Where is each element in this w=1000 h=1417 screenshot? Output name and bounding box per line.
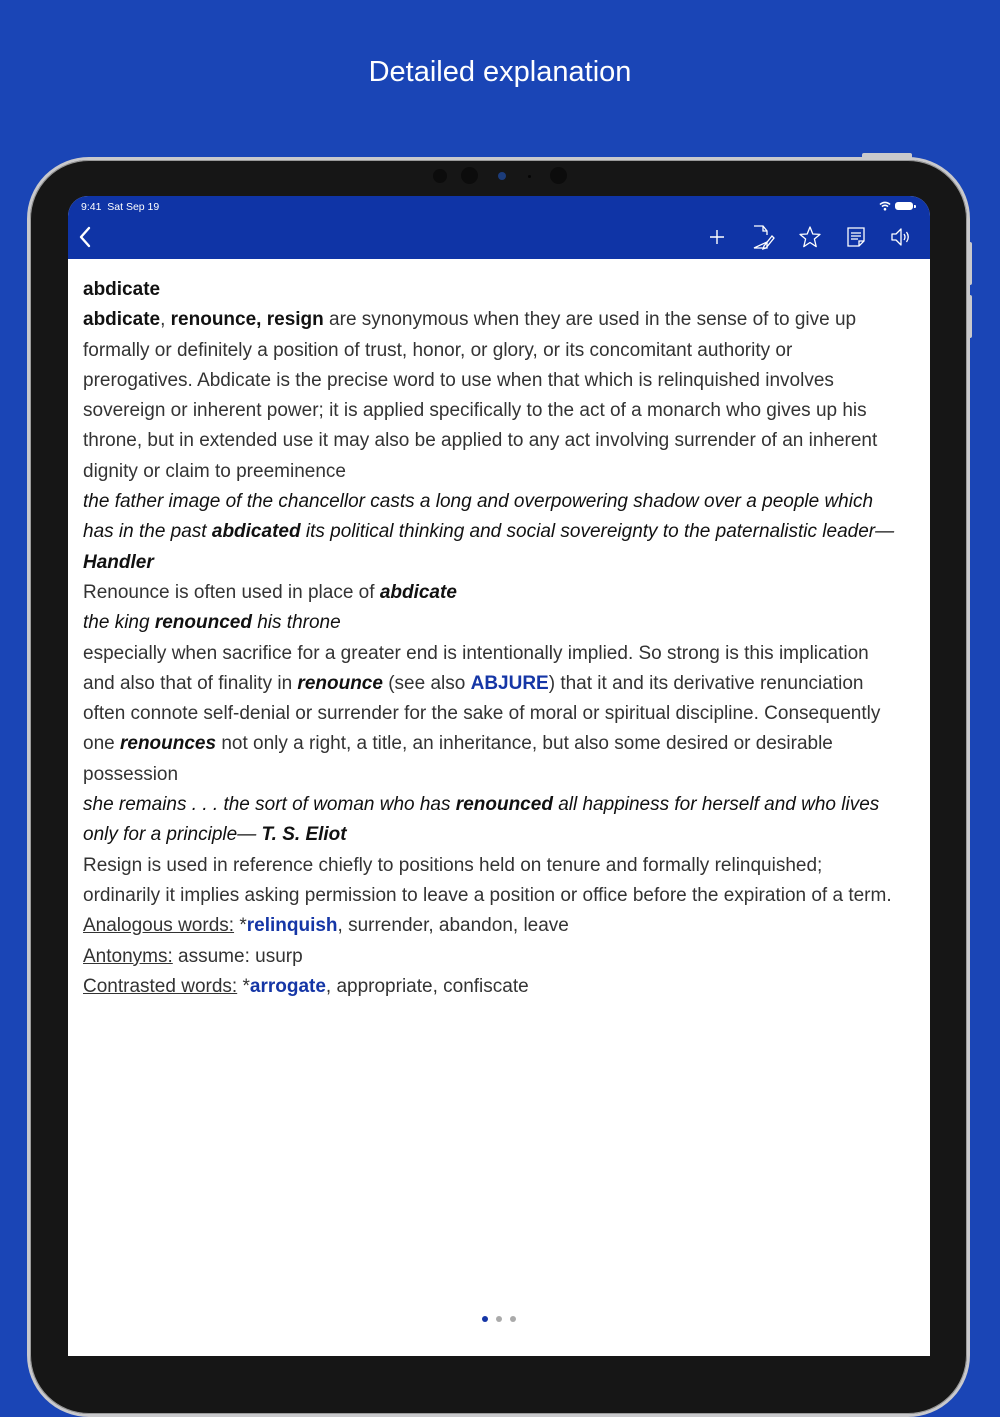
entry-text: , appropriate, confiscate (325, 975, 529, 997)
entry-line (83, 487, 923, 517)
page-indicator[interactable] (68, 1316, 930, 1322)
entry-headword: abdicate (83, 279, 161, 300)
page-dot[interactable] (496, 1316, 502, 1322)
entry-line (83, 699, 923, 729)
entry-text: his throne (251, 612, 341, 634)
app-screen (68, 196, 930, 1356)
section-label: Contrasted words: (83, 975, 238, 997)
entry-text: ordinarily it implies asking permission to leave a position or office before the expiration of a term. (83, 884, 892, 906)
section-label: Antonyms: (83, 945, 173, 967)
entry-line (83, 911, 923, 941)
star-icon (798, 225, 822, 249)
entry-text: renounces (119, 733, 217, 755)
camera-lens (498, 172, 506, 180)
favorite-button[interactable] (797, 224, 823, 250)
entry-text: renounced (154, 612, 252, 634)
entry-text: abdicate (379, 581, 457, 603)
entry-text: formally or definitely a position of trust, honor, or glory, or its concomitant authority or (83, 339, 793, 361)
entry-text: Handler (83, 551, 154, 573)
speaker-icon (890, 226, 912, 248)
entry-text: not only a right, a title, an inheritance, but also some desired or desirable (216, 733, 833, 755)
entry-text: renounce (297, 672, 383, 694)
entry-text: has in the past (83, 521, 212, 543)
entry-text: its political thinking and social sovereignty to the paternalistic leader— (300, 521, 895, 543)
entry-text: are synonymous when they are used in the sense of to give up (323, 309, 857, 331)
status-bar-time (81, 201, 159, 213)
page-dot[interactable] (510, 1316, 516, 1322)
entry-line (83, 729, 923, 759)
chevron-left-icon (78, 226, 92, 248)
entry-text: sovereign or inherent power; it is applied specifically to the act of a monarch who gives up his (83, 400, 867, 422)
entry-line (83, 790, 923, 820)
cross-reference-link[interactable]: ABJURE (470, 672, 549, 694)
status-date: Sat Sep 19 (107, 201, 160, 213)
entry-text: assume: usurp (172, 945, 303, 967)
page-headline: Detailed explanation (368, 56, 632, 88)
entry-line (83, 426, 923, 456)
entry-text: (see also (382, 672, 471, 694)
page-dot[interactable] (482, 1316, 488, 1322)
entry-text: Renounce is often used in place of (83, 581, 380, 603)
status-time: 9:41 (81, 201, 102, 213)
sensor-dot (550, 167, 567, 184)
entry-text: the king (83, 612, 155, 634)
entry-line (83, 820, 923, 850)
entry-text: possession (83, 763, 179, 785)
entry-line (83, 851, 923, 881)
entry-line (83, 396, 923, 426)
cross-reference-link[interactable]: arrogate (249, 975, 326, 997)
section-label: Analogous words: (83, 915, 235, 937)
entry-line (83, 881, 923, 911)
entry-text: she remains . . . the sort of woman who has (83, 794, 456, 816)
entry-line (83, 669, 923, 699)
entry-line (83, 942, 923, 972)
entry-line (83, 517, 923, 547)
entry-text: ) that it and its derivative renunciation (548, 672, 864, 694)
entry-text: one (83, 733, 120, 755)
entry-text: dignity or claim to preeminence (83, 460, 346, 482)
entry-line (83, 578, 923, 608)
entry-line (83, 760, 923, 790)
entry-text: Resign is used in reference chiefly to positions held on tenure and formally relinquished; (83, 854, 823, 876)
add-button[interactable] (704, 224, 730, 250)
notes-button[interactable] (843, 224, 869, 250)
entry-text: only for a principle— (83, 824, 262, 846)
battery-icon (895, 202, 913, 210)
entry-text: T. S. Eliot (261, 824, 347, 846)
entry-text: , surrender, abandon, leave (337, 915, 569, 937)
entry-line (83, 639, 923, 669)
entry-text: * (234, 915, 247, 937)
entry-text: , (160, 309, 171, 331)
entry-text: all happiness for herself and who lives (552, 794, 880, 816)
entry-text: the father image of the chancellor casts a long and overpowering shadow over a people which (83, 491, 874, 513)
entry-body (83, 305, 923, 1002)
cross-reference-link[interactable]: relinquish (246, 915, 338, 937)
entry-text: abdicated (211, 521, 301, 543)
sensor-dot (461, 167, 478, 184)
navigation-bar (68, 196, 930, 259)
battery-tip (914, 205, 916, 208)
entry-line (83, 366, 923, 396)
entry-text: often connote self-denial or surrender for the sake of moral or spiritual discipline. Consequently (83, 703, 881, 725)
sensor-dot (528, 175, 531, 178)
entry-text: abdicate (83, 309, 161, 331)
entry-text: and also that of finality in (83, 672, 298, 694)
entry-content (83, 275, 923, 1002)
entry-line (83, 457, 923, 487)
entry-line (83, 305, 923, 335)
plus-icon (708, 228, 726, 246)
entry-line (83, 548, 923, 578)
entry-line (83, 608, 923, 638)
pronounce-button[interactable] (888, 224, 914, 250)
entry-text: renounce, resign (170, 309, 324, 331)
entry-text: throne, but in extended use it may also be applied to any act involving surrender of an inherent (83, 430, 878, 452)
back-button[interactable] (72, 224, 98, 250)
edit-note-button[interactable] (751, 224, 777, 250)
edit-note-icon (752, 224, 776, 250)
entry-line (83, 972, 923, 1002)
wifi-icon (879, 201, 891, 211)
sensor-dot (433, 169, 447, 183)
notes-icon (846, 226, 866, 248)
entry-text: prerogatives. Abdicate is the precise word to use when that which is relinquished involves (83, 369, 834, 391)
entry-text: especially when sacrifice for a greater end is intentionally implied. So strong is this implication (83, 642, 869, 664)
entry-text: renounced (455, 794, 553, 816)
entry-line (83, 336, 923, 366)
entry-text: * (237, 975, 250, 997)
